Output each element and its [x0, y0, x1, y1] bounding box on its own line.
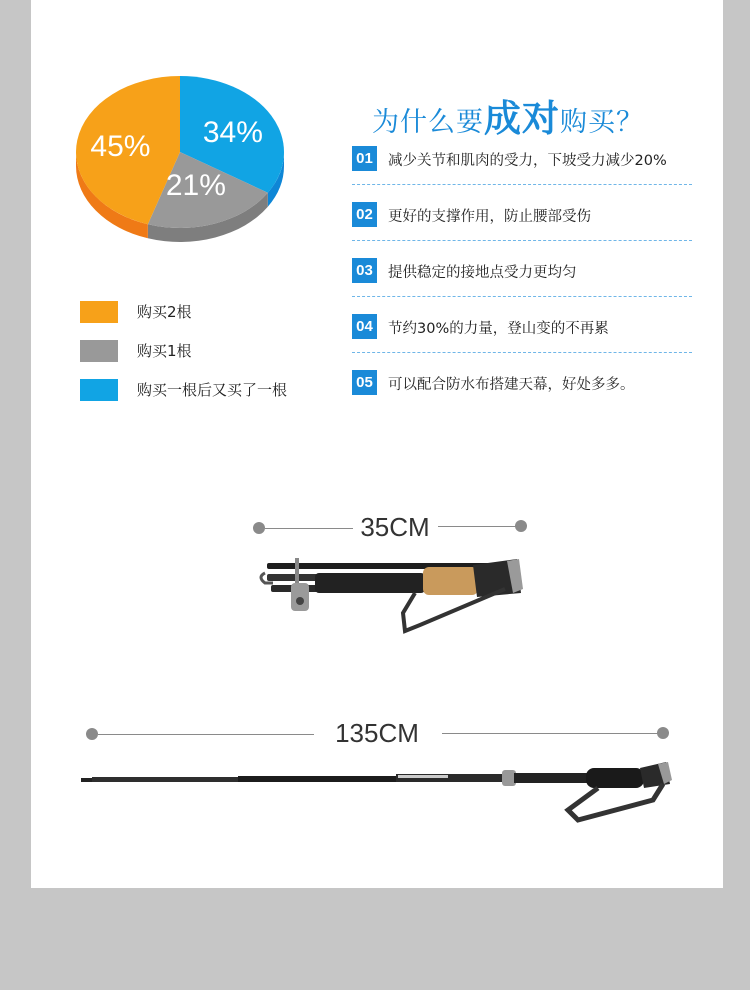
dimension-line: [98, 734, 314, 735]
section-heading: [372, 88, 644, 142]
reason-text: 更好的支撑作用，防止腰部受伤: [388, 209, 591, 225]
reason-number: 04: [352, 314, 377, 339]
dimension-line: [265, 528, 353, 529]
dimension-endpoint-dot: [515, 520, 527, 532]
reason-number: 05: [352, 370, 377, 395]
folded-pole-image: [255, 553, 530, 643]
dashed-divider: [352, 296, 692, 297]
heading-emphasis: 成对: [484, 97, 560, 140]
pie-slice-label: 45%: [90, 130, 151, 164]
reason-number: 03: [352, 258, 377, 283]
pie-legend: [80, 292, 287, 409]
extended-length-label: 135CM: [335, 718, 419, 748]
legend-label: 购买2根: [137, 303, 192, 321]
dashed-divider: [352, 352, 692, 353]
dimension-line: [438, 526, 516, 527]
legend-item: [80, 331, 287, 370]
legend-swatch: [80, 340, 118, 362]
pie-chart: [70, 70, 300, 270]
legend-swatch: [80, 301, 118, 323]
legend-item: [80, 292, 287, 331]
reason-list: [352, 146, 692, 426]
dimension-endpoint-dot: [253, 522, 265, 534]
reason-text: 节约30%的力量，登山变的不再累: [388, 321, 609, 337]
heading-post: 购买？: [560, 107, 644, 138]
reason-item: [352, 202, 692, 258]
dimension-endpoint-dot: [657, 727, 669, 739]
pie-slice-label: 34%: [202, 115, 263, 149]
legend-label: 购买一根后又买了一根: [137, 381, 288, 399]
folded-length-label: 35CM: [360, 512, 430, 542]
reason-item: [352, 146, 692, 202]
heading-pre: 为什么要: [372, 107, 484, 138]
extended-pole-image: [78, 758, 678, 830]
reason-number: 01: [352, 146, 377, 171]
dimension-line: [442, 733, 658, 734]
legend-label: 购买1根: [137, 342, 192, 360]
dashed-divider: [352, 184, 692, 185]
reason-item: [352, 314, 692, 370]
legend-item: [80, 370, 287, 409]
reason-item: [352, 370, 692, 426]
reason-text: 提供稳定的接地点受力更均匀: [388, 265, 577, 281]
legend-swatch: [80, 379, 118, 401]
reason-number: 02: [352, 202, 377, 227]
reason-item: [352, 258, 692, 314]
reason-text: 可以配合防水布搭建天幕，好处多多。: [388, 377, 635, 393]
dashed-divider: [352, 240, 692, 241]
dimension-endpoint-dot: [86, 728, 98, 740]
pie-slice-label: 21%: [165, 169, 226, 203]
reason-text: 减少关节和肌肉的受力，下坡受力减少20%: [388, 153, 667, 169]
